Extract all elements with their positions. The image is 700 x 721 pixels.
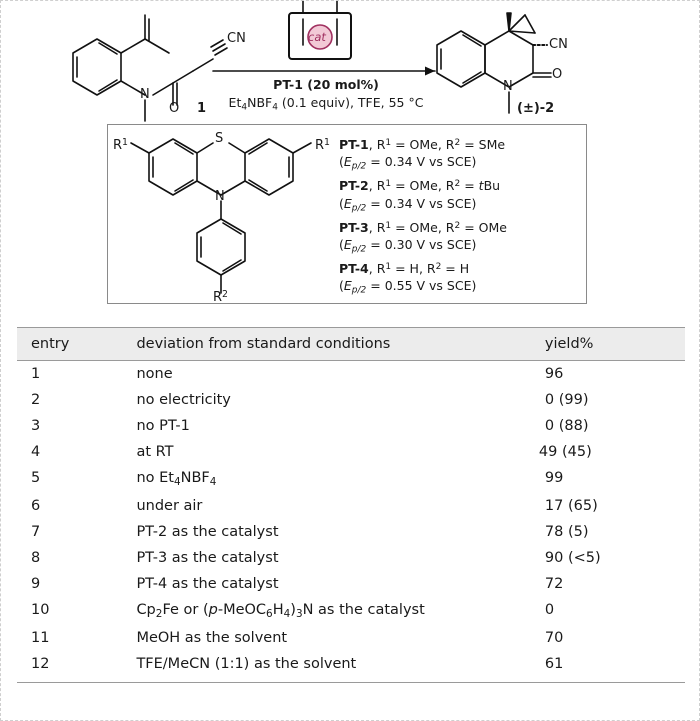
- conditions-line-1: [226, 77, 426, 92]
- r1-right-label: $R^1$: [315, 137, 330, 153]
- column-header-deviation: deviation from standard conditions: [122, 328, 530, 361]
- sulfur-label: S: [215, 131, 224, 146]
- cell-entry: 7: [31, 523, 41, 540]
- cell-deviation: PT-4 as the catalyst: [136, 575, 279, 592]
- cell-deviation: no PT-1: [136, 418, 190, 434]
- table-row: [17, 625, 685, 651]
- cell-entry: 10: [31, 601, 50, 618]
- table-row: [17, 439, 685, 465]
- catalyst-entry-pt3: PT-3, $R^1$ = OMe, $R^2$ = OMe: [339, 219, 507, 235]
- cell-yield: 96: [544, 366, 564, 382]
- table-row: [17, 651, 685, 680]
- table-row: [17, 597, 685, 625]
- table-row: [17, 571, 685, 597]
- cell-yield: 61: [544, 655, 564, 672]
- table-header-row: [17, 328, 685, 361]
- core-nitrogen-label: N: [215, 189, 225, 204]
- substrate-number: 1: [197, 101, 207, 116]
- product-carbonyl-o-label: O: [552, 67, 563, 82]
- cell-entry: 1: [31, 366, 41, 382]
- conditions-line-2: [213, 95, 439, 113]
- cell-entry: 6: [31, 497, 41, 514]
- cell-deviation: MeOH as the solvent: [136, 629, 288, 646]
- cell-yield: 0: [544, 601, 555, 618]
- catalyst-entry-pt2: PT-2, $R^1$ = OMe, $R^2$ = tBu: [339, 178, 501, 194]
- table-bottom-rule: [17, 682, 685, 683]
- substrate-n-label: N: [140, 87, 150, 102]
- cell-deviation: no $Et_4NBF_4$: [136, 470, 217, 488]
- cell-entry: 11: [31, 629, 50, 646]
- table-header: [17, 328, 685, 361]
- reaction-scheme: [1, 1, 700, 321]
- table-body: [17, 361, 685, 680]
- results-table: [17, 327, 685, 680]
- table-row: [17, 493, 685, 519]
- cell-yield: 0 (88): [544, 418, 589, 434]
- cell-deviation: $Cp_2Fe$ or $(p-MeOC_6H_4)_3N$ as the catalyst: [136, 601, 425, 620]
- column-header-yield: yield%: [531, 328, 685, 361]
- cell-deviation: at RT: [136, 444, 174, 460]
- cell-deviation: under air: [136, 497, 203, 514]
- cell-entry: 2: [31, 392, 41, 408]
- cell-yield: 78 (5): [544, 523, 589, 540]
- product-n-label: N: [503, 79, 513, 94]
- table-row: [17, 361, 685, 388]
- catalyst-potential-pt2: ($E_{p/2} = 0.34$ V vs SCE): [339, 195, 477, 214]
- cell-yield: 72: [544, 575, 564, 592]
- cell-yield: 90 (<5): [544, 549, 601, 566]
- catalyst-potential-pt3: ($E_{p/2} = 0.30$ V vs SCE): [339, 236, 477, 255]
- catalyst-cell-label: cat: [308, 30, 326, 44]
- table-row: [17, 545, 685, 571]
- catalyst-potential-pt1: ($E_{p/2} = 0.34$ V vs SCE): [339, 154, 477, 172]
- substrate-carbonyl-o-label: O: [169, 101, 180, 116]
- column-header-entry: entry: [17, 328, 122, 361]
- cell-deviation: no electricity: [136, 392, 231, 408]
- catalyst-potential-pt4: ($E_{p/2} = 0.55$ V vs SCE): [339, 278, 477, 296]
- table-row: [17, 519, 685, 545]
- product-cn-label: CN: [549, 37, 568, 52]
- cell-deviation: none: [136, 366, 173, 382]
- cell-entry: 5: [31, 470, 41, 486]
- cell-entry: 4: [31, 444, 41, 460]
- product-number: (±)-2: [517, 101, 555, 116]
- conditions-catalyst: PT-1 (20 mol%): [273, 77, 379, 92]
- r1-left-label: $R^1$: [113, 137, 128, 153]
- cell-entry: 8: [31, 549, 41, 566]
- optimization-table: [17, 327, 685, 683]
- cell-yield: 70: [544, 629, 564, 646]
- catalyst-list: [339, 135, 507, 300]
- table-row: [17, 413, 685, 439]
- cell-entry: 3: [31, 418, 41, 434]
- cell-yield: 17 (65): [544, 497, 598, 514]
- catalyst-entry-pt4: PT-4, $R^1 = H$, $R^2 = H$: [339, 260, 470, 276]
- cell-yield: 99: [544, 470, 564, 486]
- cell-yield: 49 (45): [538, 444, 592, 460]
- cell-entry: 12: [31, 655, 50, 672]
- conditions-electrolyte-solvent: $Et_4NBF_4$ (0.1 equiv), TFE, 55 °C: [228, 95, 424, 113]
- catalyst-entry-pt1: PT-1, $R^1$ = OMe, $R^2$ = SMe: [339, 136, 506, 152]
- r2-label: $R^2$: [213, 289, 228, 305]
- cell-deviation: PT-2 as the catalyst: [136, 523, 279, 540]
- cell-deviation: TFE/MeCN (1:1) as the solvent: [136, 655, 357, 672]
- table-row: [17, 387, 685, 413]
- cell-yield: 0 (99): [544, 392, 589, 408]
- cell-deviation: PT-3 as the catalyst: [136, 549, 279, 566]
- table-row: [17, 465, 685, 493]
- cell-entry: 9: [31, 575, 41, 592]
- substrate-cn-label: CN: [227, 31, 246, 46]
